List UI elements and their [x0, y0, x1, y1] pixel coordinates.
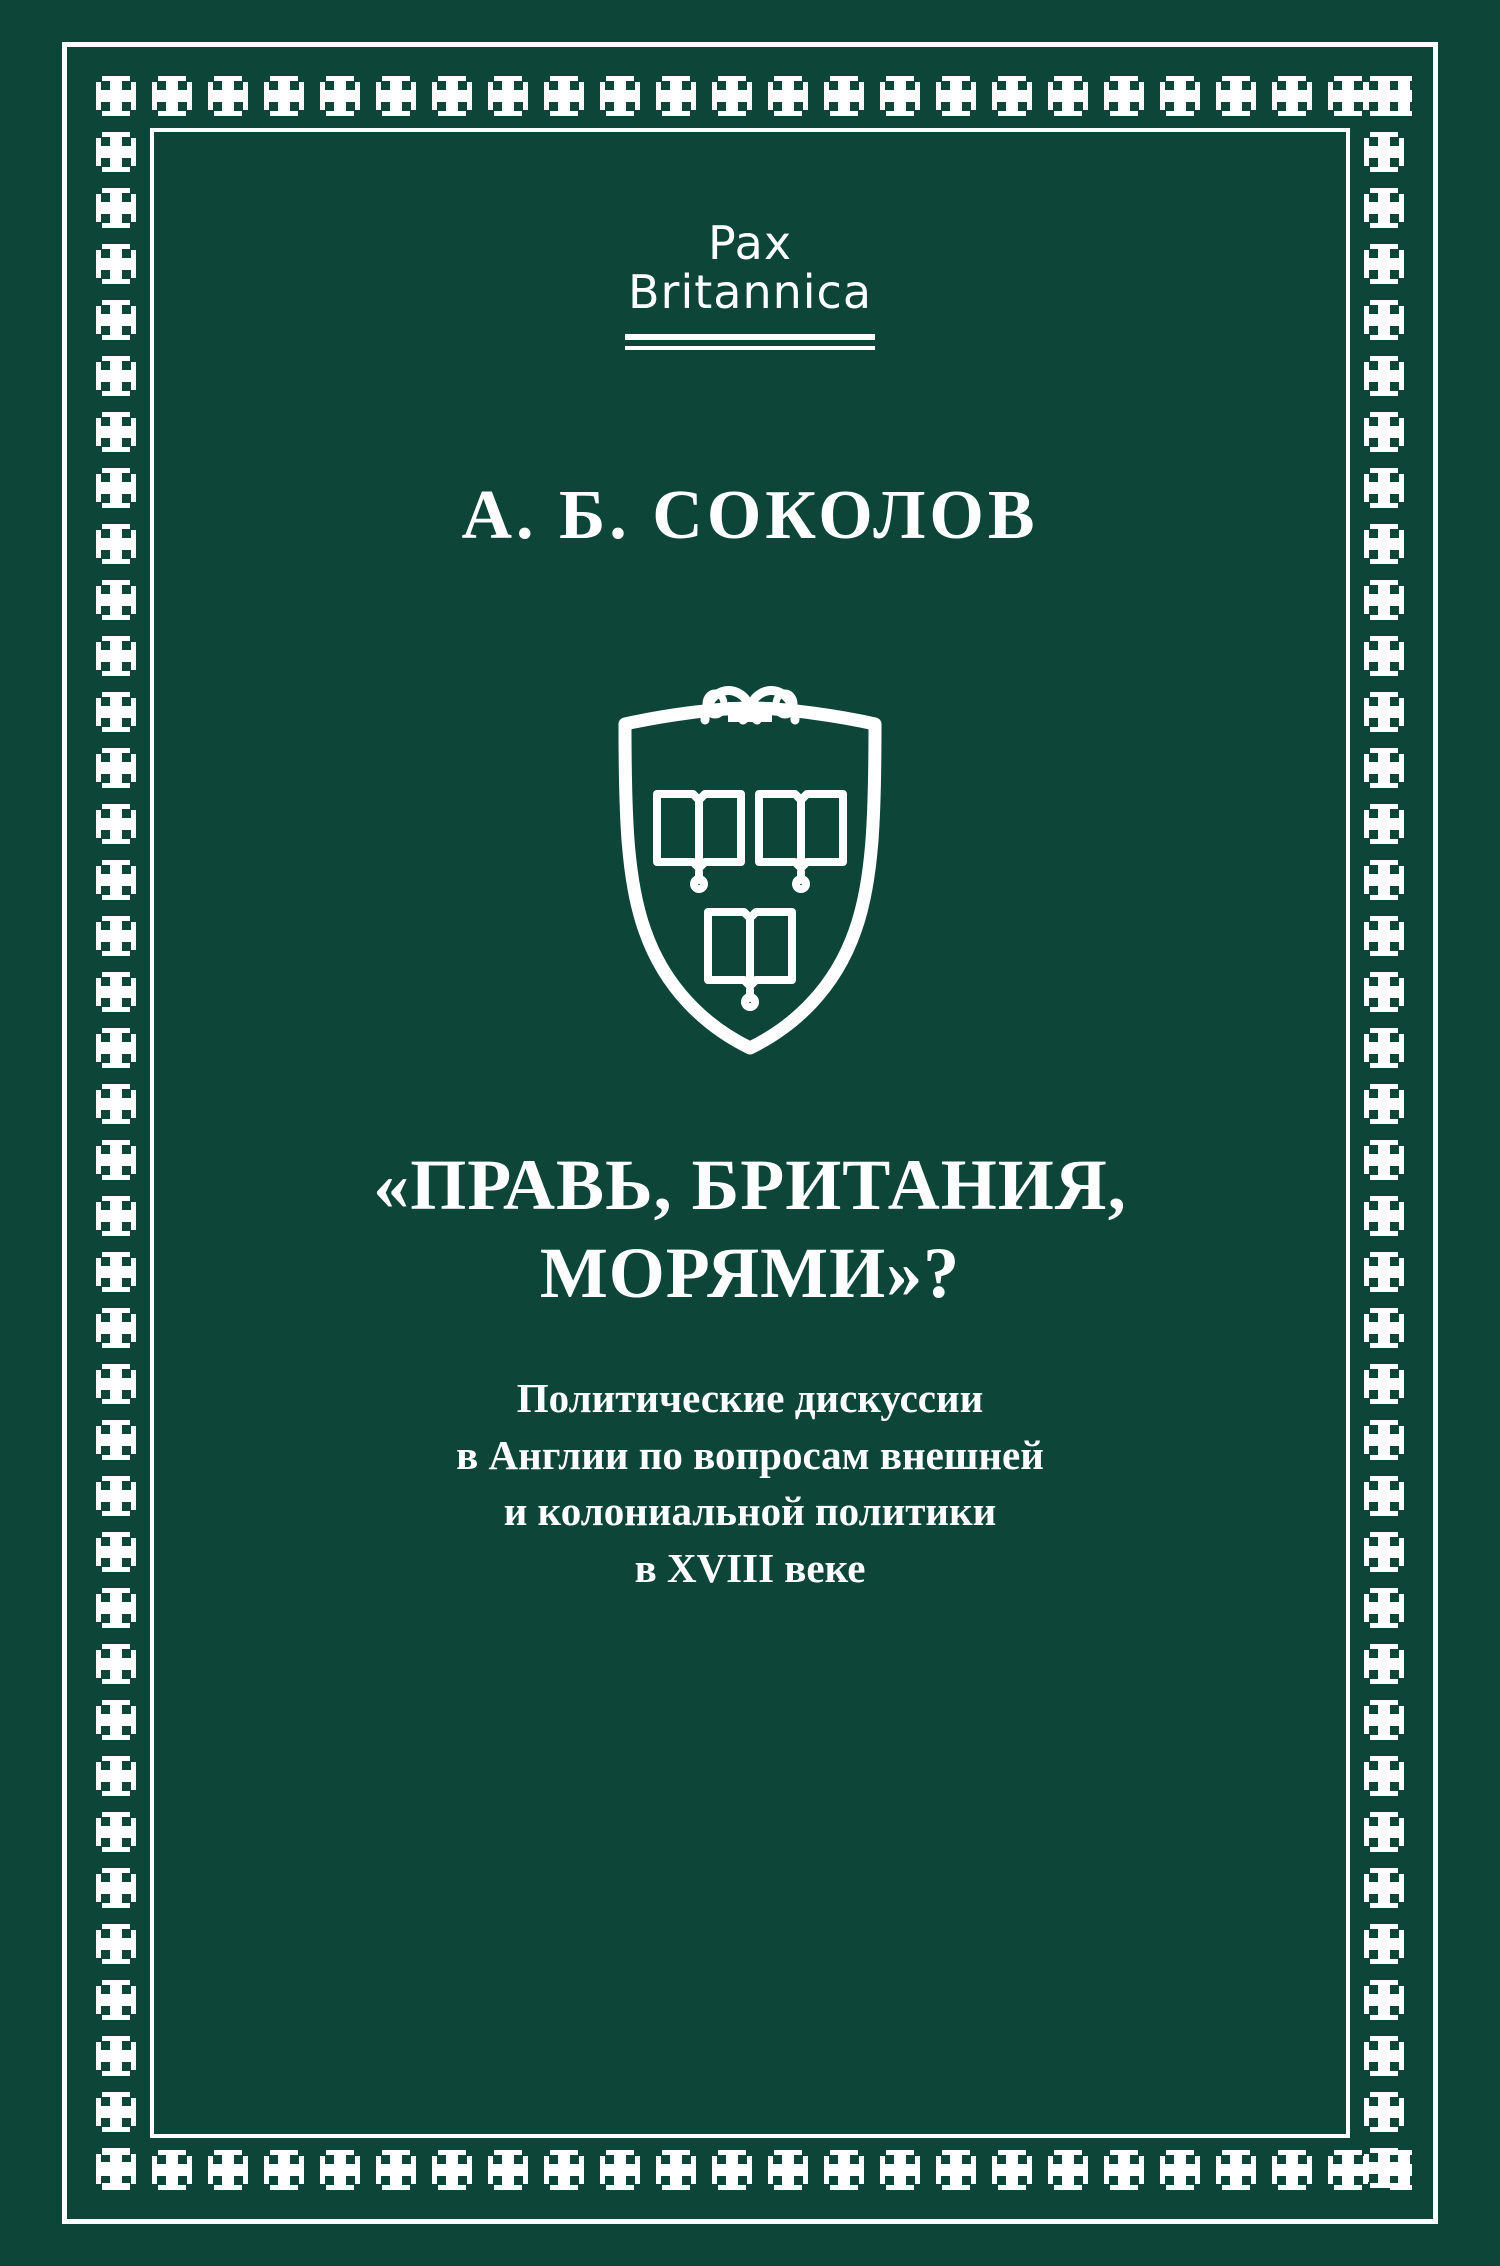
cross-ornament: [1356, 404, 1412, 460]
book-title-line-1: «ПРАВЬ, БРИТАНИЯ,: [373, 1145, 1127, 1226]
cross-ornament: [88, 1524, 144, 1580]
cross-ornament: [88, 404, 144, 460]
series-name-line-1: Pax: [707, 216, 793, 270]
cross-ornament: [1356, 740, 1412, 796]
cross-ornament: [1356, 1468, 1412, 1524]
cross-ornament: [88, 628, 144, 684]
cross-ornament: [704, 68, 760, 124]
cross-ornament: [592, 2142, 648, 2198]
cross-ornament: [1356, 1636, 1412, 1692]
cross-ornament: [1264, 68, 1320, 124]
cross-ornament: [1356, 1132, 1412, 1188]
book-title-line-2: МОРЯМИ»?: [539, 1233, 961, 1314]
cross-ornament: [1356, 124, 1412, 180]
border-band-bottom: [88, 2142, 1412, 2198]
cross-ornament: [88, 1076, 144, 1132]
cross-ornament: [1356, 1300, 1412, 1356]
cross-ornament: [1356, 1244, 1412, 1300]
cross-ornament: [1356, 516, 1412, 572]
cross-ornament: [88, 1412, 144, 1468]
cross-ornament: [1356, 2140, 1412, 2196]
cross-ornament: [1040, 68, 1096, 124]
cross-ornament: [88, 1692, 144, 1748]
cross-ornament: [88, 460, 144, 516]
cross-ornament: [88, 1804, 144, 1860]
cross-ornament: [1356, 1804, 1412, 1860]
cross-ornament: [1356, 1020, 1412, 1076]
cross-ornament: [1356, 1524, 1412, 1580]
cross-ornament: [816, 2142, 872, 2198]
author-name: А. Б. СОКОЛОВ: [461, 477, 1039, 555]
cross-ornament: [88, 292, 144, 348]
cross-ornament: [816, 68, 872, 124]
cross-ornament: [200, 2142, 256, 2198]
cross-ornament: [760, 2142, 816, 2198]
cross-ornament: [1356, 292, 1412, 348]
series-name-line-2: Britannica: [627, 264, 873, 319]
cross-ornament: [88, 964, 144, 1020]
cross-ornament: [1356, 1916, 1412, 1972]
cross-ornament: [88, 684, 144, 740]
cross-ornament: [88, 180, 144, 236]
cross-ornament: [1356, 628, 1412, 684]
cross-ornament: [1356, 348, 1412, 404]
cross-ornament: [88, 740, 144, 796]
cross-ornament: [88, 2084, 144, 2140]
cross-ornament: [256, 2142, 312, 2198]
border-band-right: [1356, 68, 1412, 2198]
cross-ornament: [88, 1132, 144, 1188]
cross-ornament: [1356, 2028, 1412, 2084]
book-subtitle-line-2: в Англии по вопросам внешней: [456, 1431, 1044, 1478]
cross-ornament: [88, 1188, 144, 1244]
cross-ornament: [536, 68, 592, 124]
cross-ornament: [368, 68, 424, 124]
book-title: [373, 1142, 1126, 1318]
cross-ornament: [1264, 2142, 1320, 2198]
cross-ornament: [88, 1860, 144, 1916]
cross-ornament: [1356, 1972, 1412, 2028]
cross-ornament: [1152, 2142, 1208, 2198]
cross-ornament: [1356, 1860, 1412, 1916]
book-subtitle: [456, 1370, 1044, 1596]
series-logo: [625, 216, 875, 350]
cross-ornament: [1356, 1188, 1412, 1244]
cross-ornament: [88, 68, 144, 124]
cross-ornament: [88, 1356, 144, 1412]
cross-ornament: [1356, 2196, 1412, 2198]
cross-ornament: [1356, 908, 1412, 964]
cross-ornament: [1356, 796, 1412, 852]
cross-ornament: [144, 2142, 200, 2198]
cross-ornament: [88, 236, 144, 292]
cross-ornament: [88, 348, 144, 404]
cross-ornament: [424, 2142, 480, 2198]
cross-ornament: [480, 68, 536, 124]
cross-ornament: [648, 68, 704, 124]
cross-ornament: [984, 68, 1040, 124]
book-subtitle-line-3: и колониальной политики: [503, 1488, 997, 1535]
cross-ornament: [1356, 684, 1412, 740]
border-band-top: [88, 68, 1412, 124]
cross-ornament: [312, 68, 368, 124]
cover-content: [170, 148, 1330, 2118]
cross-ornament: [1096, 2142, 1152, 2198]
cross-ornament: [1356, 1412, 1412, 1468]
cross-ornament: [88, 1580, 144, 1636]
shield-with-three-open-books-icon: [565, 676, 935, 1056]
cross-ornament: [872, 2142, 928, 2198]
book-subtitle-line-4: в XVIII веке: [634, 1544, 866, 1591]
cross-ornament: [88, 572, 144, 628]
cross-ornament: [1152, 68, 1208, 124]
cross-ornament: [88, 1244, 144, 1300]
cross-ornament: [1096, 68, 1152, 124]
cross-ornament: [928, 68, 984, 124]
cross-ornament: [1356, 68, 1412, 124]
series-rules: [625, 334, 875, 350]
cross-ornament: [88, 1020, 144, 1076]
cross-ornament: [1356, 572, 1412, 628]
cross-ornament: [1356, 1692, 1412, 1748]
cross-ornament: [88, 1468, 144, 1524]
cross-ornament: [88, 2140, 144, 2196]
cross-ornament: [144, 68, 200, 124]
cross-ornament: [256, 68, 312, 124]
cross-ornament: [88, 1748, 144, 1804]
cross-ornament: [368, 2142, 424, 2198]
cross-ornament: [88, 516, 144, 572]
cross-ornament: [88, 852, 144, 908]
book-subtitle-line-1: Политические дискуссии: [516, 1375, 984, 1422]
cross-ornament: [1356, 1076, 1412, 1132]
cross-ornament: [200, 68, 256, 124]
cross-ornament: [88, 2196, 144, 2198]
cross-ornament: [1356, 236, 1412, 292]
cross-ornament: [1356, 852, 1412, 908]
cross-ornament: [88, 2028, 144, 2084]
cross-ornament: [88, 1636, 144, 1692]
cross-ornament: [1356, 1356, 1412, 1412]
cross-ornament: [984, 2142, 1040, 2198]
cross-ornament: [760, 68, 816, 124]
cross-ornament: [536, 2142, 592, 2198]
cross-ornament: [424, 68, 480, 124]
cross-ornament: [928, 2142, 984, 2198]
cross-ornament: [88, 1972, 144, 2028]
cross-ornament: [1040, 2142, 1096, 2198]
cross-ornament: [480, 2142, 536, 2198]
cross-ornament: [88, 796, 144, 852]
cross-ornament: [88, 1300, 144, 1356]
cross-ornament: [872, 68, 928, 124]
cross-ornament: [592, 68, 648, 124]
cross-ornament: [1356, 964, 1412, 1020]
cross-ornament: [648, 2142, 704, 2198]
border-band-left: [88, 68, 144, 2198]
cross-ornament: [88, 908, 144, 964]
cross-ornament: [1356, 1580, 1412, 1636]
cross-ornament: [1208, 2142, 1264, 2198]
cross-ornament: [1356, 460, 1412, 516]
cross-ornament: [1356, 180, 1412, 236]
cross-ornament: [704, 2142, 760, 2198]
cross-ornament: [88, 1916, 144, 1972]
cross-ornament: [1356, 1748, 1412, 1804]
cross-ornament: [1208, 68, 1264, 124]
cross-ornament: [312, 2142, 368, 2198]
cross-ornament: [1356, 2084, 1412, 2140]
cross-ornament: [88, 124, 144, 180]
